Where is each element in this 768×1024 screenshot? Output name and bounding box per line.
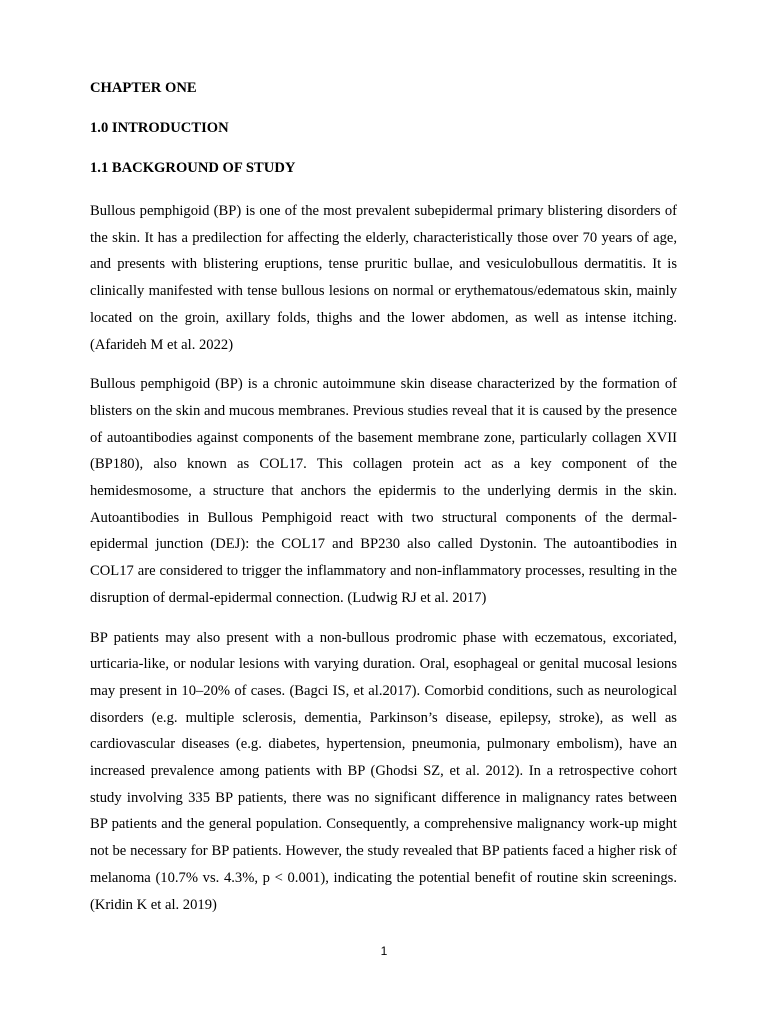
page-content <box>90 78 677 931</box>
subsection-title: 1.1 BACKGROUND OF STUDY <box>90 160 296 176</box>
paragraph-1: Bullous pemphigoid (BP) is one of the most prevalent subepidermal primary blistering disorders of the skin. It has a predilection for affecting the elderly, characteristically those over 70 years of age, and presents with blistering eruptions, tense pruritic bullae, and vesiculobullous dermatitis. It is clinically manifested with tense bullous lesions on normal or erythematous/edematous skin, mainly located on the groin, axillary folds, thighs and the lower abdomen, as well as intense itching. (Afarideh M et al. 2022) <box>90 203 677 353</box>
paragraph-3: BP patients may also present with a non-bullous prodromic phase with eczematous, excoriated, urticaria-like, or nodular lesions with varying duration. Oral, esophageal or genital mucosal lesions may present in 10–20% of cases. (Bagci IS, et al.2017). Comorbid conditions, such as neurological disorders (e.g. multiple sclerosis, dementia, Parkinson’s disease, epilepsy, stroke), as well as cardiovascular diseases (e.g. diabetes, hypertension, pneumonia, pulmonary embolism), have an increased prevalence among patients with BP (Ghodsi SZ, et al. 2012). In a retrospective cohort study involving 335 BP patients, there was no significant difference in malignancy rates between BP patients and the general population. Consequently, a comprehensive malignancy work-up might not be necessary for BP patients. However, the study revealed that BP patients faced a higher risk of melanoma (10.7% vs. 4.3%, p < 0.001), indicating the potential benefit of routine skin screenings. (Kridin K et al. 2019) <box>90 629 677 913</box>
page-number: 1 <box>380 944 388 958</box>
paragraph-2: Bullous pemphigoid (BP) is a chronic autoimmune skin disease characterized by the formation of blisters on the skin and mucous membranes. Previous studies reveal that it is caused by the presence of autoantibodies against components of the basement membrane zone, particularly collagen XVII (BP180), also known as COL17. This collagen protein act as a key component of the hemidesmosome, a structure that anchors the epidermis to the underlying dermis in the skin. Autoantibodies in Bullous Pemphigoid react with two structural components of the dermal-epidermal junction (DEJ): the COL17 and BP230 also called Dystonin. The autoantibodies in COL17 are considered to trigger the inflammatory and non-inflammatory processes, resulting in the disruption of dermal-epidermal connection. (Ludwig RJ et al. 2017) <box>90 376 677 606</box>
chapter-title: CHAPTER ONE <box>90 80 197 96</box>
section-title: 1.0 INTRODUCTION <box>90 120 229 136</box>
